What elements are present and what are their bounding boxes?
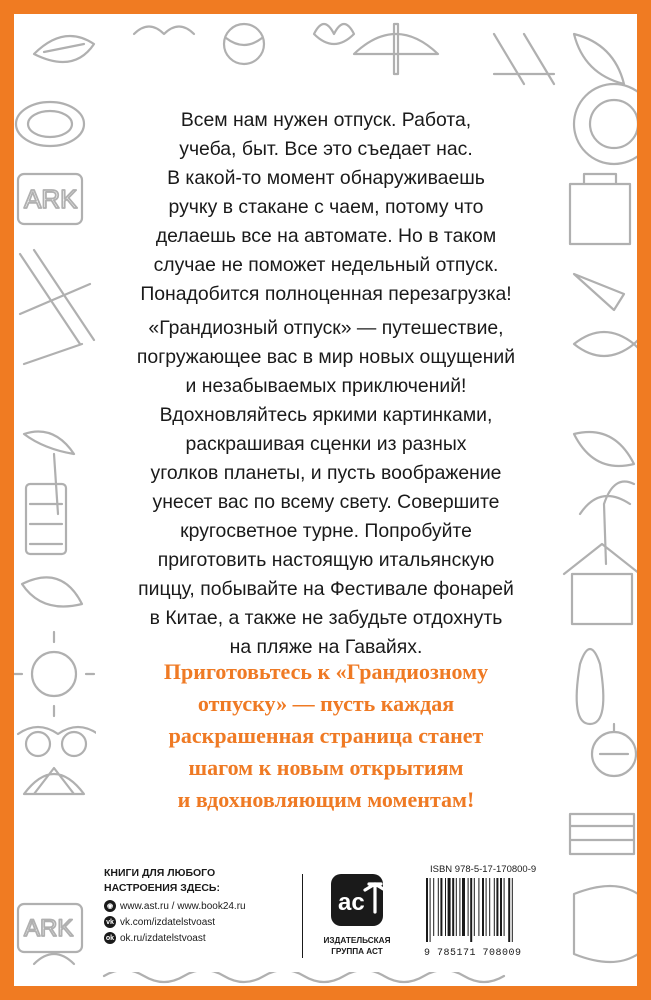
barcode-bar <box>468 878 469 936</box>
text-line: Понадобится полноценная перезагрузка! <box>140 283 512 305</box>
flower-doodle <box>314 24 354 44</box>
text-line: и незабываемых приключений! <box>185 375 467 397</box>
umbrella-pole-doodle <box>394 24 398 74</box>
barcode-bar <box>508 878 510 942</box>
barcode-bar <box>462 878 465 936</box>
text-line: случае не поможет недельный отпуск. <box>153 254 499 276</box>
text-line: уголков планеты, и пусть воображение <box>150 462 502 484</box>
links-heading-line: НАСТРОЕНИЯ ЗДЕСЬ: <box>104 882 220 894</box>
publisher-links <box>104 866 294 944</box>
barcode-bar <box>445 878 446 936</box>
accent-callout <box>96 656 556 816</box>
links-heading <box>104 866 294 896</box>
goggles-doodle <box>18 727 98 734</box>
accent-line: раскрашенная страница станет <box>168 723 484 748</box>
umbrella-doodle <box>354 34 438 54</box>
barcode-block <box>424 864 552 968</box>
description-paragraph-1 <box>96 106 556 309</box>
barcode-bar <box>478 878 479 936</box>
link-ok[interactable] <box>104 932 294 944</box>
leaf-doodle-4 <box>574 432 634 466</box>
towel-doodle <box>570 814 634 854</box>
chef-knife-doodle <box>574 274 624 310</box>
palm-doodle-2 <box>580 482 634 565</box>
publisher-name <box>310 935 404 957</box>
svg-text:ARK: ARK <box>24 915 74 942</box>
barcode-bar <box>482 878 484 936</box>
accent-line: Приготовьтесь к «Грандиозному <box>163 659 489 684</box>
barcode-bar <box>500 878 502 936</box>
link-text: www.ast.ru / www.book24.ru <box>120 900 246 912</box>
text-line: Всем нам нужен отпуск. Работа, <box>180 109 472 131</box>
ok-icon: ok <box>104 932 116 944</box>
slide-doodle <box>20 250 94 364</box>
publisher-name-line: ГРУППА АСТ <box>331 947 383 956</box>
text-line: В какой-то момент обнаруживаешь <box>167 167 485 189</box>
barcode-bar <box>459 878 460 936</box>
imprint-footer <box>96 860 556 972</box>
suitcase-doodle <box>570 174 630 244</box>
description-panel <box>96 88 556 850</box>
barcode-bar <box>470 878 472 942</box>
hut-doodle <box>572 574 632 624</box>
svg-text:ac: ac <box>338 889 365 916</box>
text-line: пиццу, побывайте на Фестивале фонарей <box>138 578 514 600</box>
leaf-doodle-2 <box>22 577 82 606</box>
shell-doodle <box>24 768 84 794</box>
text-line: учеба, быт. Все это съедает нас. <box>179 138 473 160</box>
fish-doodle <box>574 332 637 356</box>
barcode-bar <box>438 878 439 936</box>
globe-icon: ◉ <box>104 900 116 912</box>
barcode-graphic <box>424 878 548 942</box>
text-line: в Китае, а также не забудьте отдохнуть <box>149 607 503 629</box>
park-sign-text: ARK <box>24 184 78 214</box>
barcode-bar <box>440 878 442 936</box>
tire-doodle <box>574 84 637 164</box>
barcode-bar <box>474 878 475 936</box>
text-line: Вдохновляйтесь яркими картинками, <box>159 404 493 426</box>
link-text: ok.ru/izdatelstvoast <box>120 932 206 944</box>
barcode-bar <box>452 878 454 936</box>
barcode-bar <box>448 878 451 936</box>
text-line: ручку в стакане с чаем, потому что <box>168 196 484 218</box>
barcode-digits: 9 785171 708009 <box>424 948 522 959</box>
barcode-bar <box>512 878 513 942</box>
leaf-doodle <box>34 36 94 62</box>
text-line: на пляже на Гавайях. <box>229 636 423 658</box>
barcode-bar <box>494 878 495 936</box>
leaf-doodle-3 <box>574 34 624 84</box>
link-website[interactable] <box>104 900 294 912</box>
barcode-bar <box>504 878 505 936</box>
deckchair-doodle <box>494 34 554 84</box>
text-line: приготовить настоящую итальянскую <box>157 549 495 571</box>
sun-doodle <box>32 652 76 696</box>
text-line: кругосветное турне. Попробуйте <box>180 520 472 542</box>
vk-icon: vk <box>104 916 116 928</box>
link-vk[interactable] <box>104 916 294 928</box>
ast-logo-icon <box>329 868 385 930</box>
barcode-bar <box>489 878 490 936</box>
barcode-bar <box>430 878 431 942</box>
text-line: унесет вас по всему свету. Совершите <box>152 491 500 513</box>
links-heading-line: КНИГИ ДЛЯ ЛЮБОГО <box>104 867 216 879</box>
publisher-logo-block <box>310 868 404 968</box>
accent-line: отпуску» — пусть каждая <box>197 691 455 716</box>
text-line: делаешь все на автомате. Но в таком <box>155 225 497 247</box>
description-paragraph-2 <box>96 314 556 662</box>
publisher-name-line: ИЗДАТЕЛЬСКАЯ <box>323 936 391 945</box>
barcode-bar <box>433 878 434 936</box>
barcode-bar <box>496 878 498 936</box>
accent-line: и вдохновляющим моментам! <box>177 787 475 812</box>
drum-doodle <box>574 886 637 962</box>
accent-line: шагом к новым открытиям <box>188 755 464 780</box>
barcode-bar <box>456 878 457 936</box>
flip-flop-doodle <box>577 649 604 724</box>
text-line: погружающее вас в мир новых ощущений <box>136 346 516 368</box>
link-text: vk.com/izdatelstvoast <box>120 916 216 928</box>
bird-doodle <box>134 27 194 35</box>
isbn-text: ISBN 978-5-17-170800-9 <box>430 864 537 875</box>
text-line: раскрашивая сценки из разных <box>185 433 467 455</box>
plate-doodle <box>16 102 84 146</box>
footer-divider <box>302 874 303 958</box>
barcode-bar <box>426 878 428 942</box>
barcode-bar <box>486 878 487 936</box>
text-line: «Грандиозный отпуск» — путешествие, <box>148 317 504 339</box>
